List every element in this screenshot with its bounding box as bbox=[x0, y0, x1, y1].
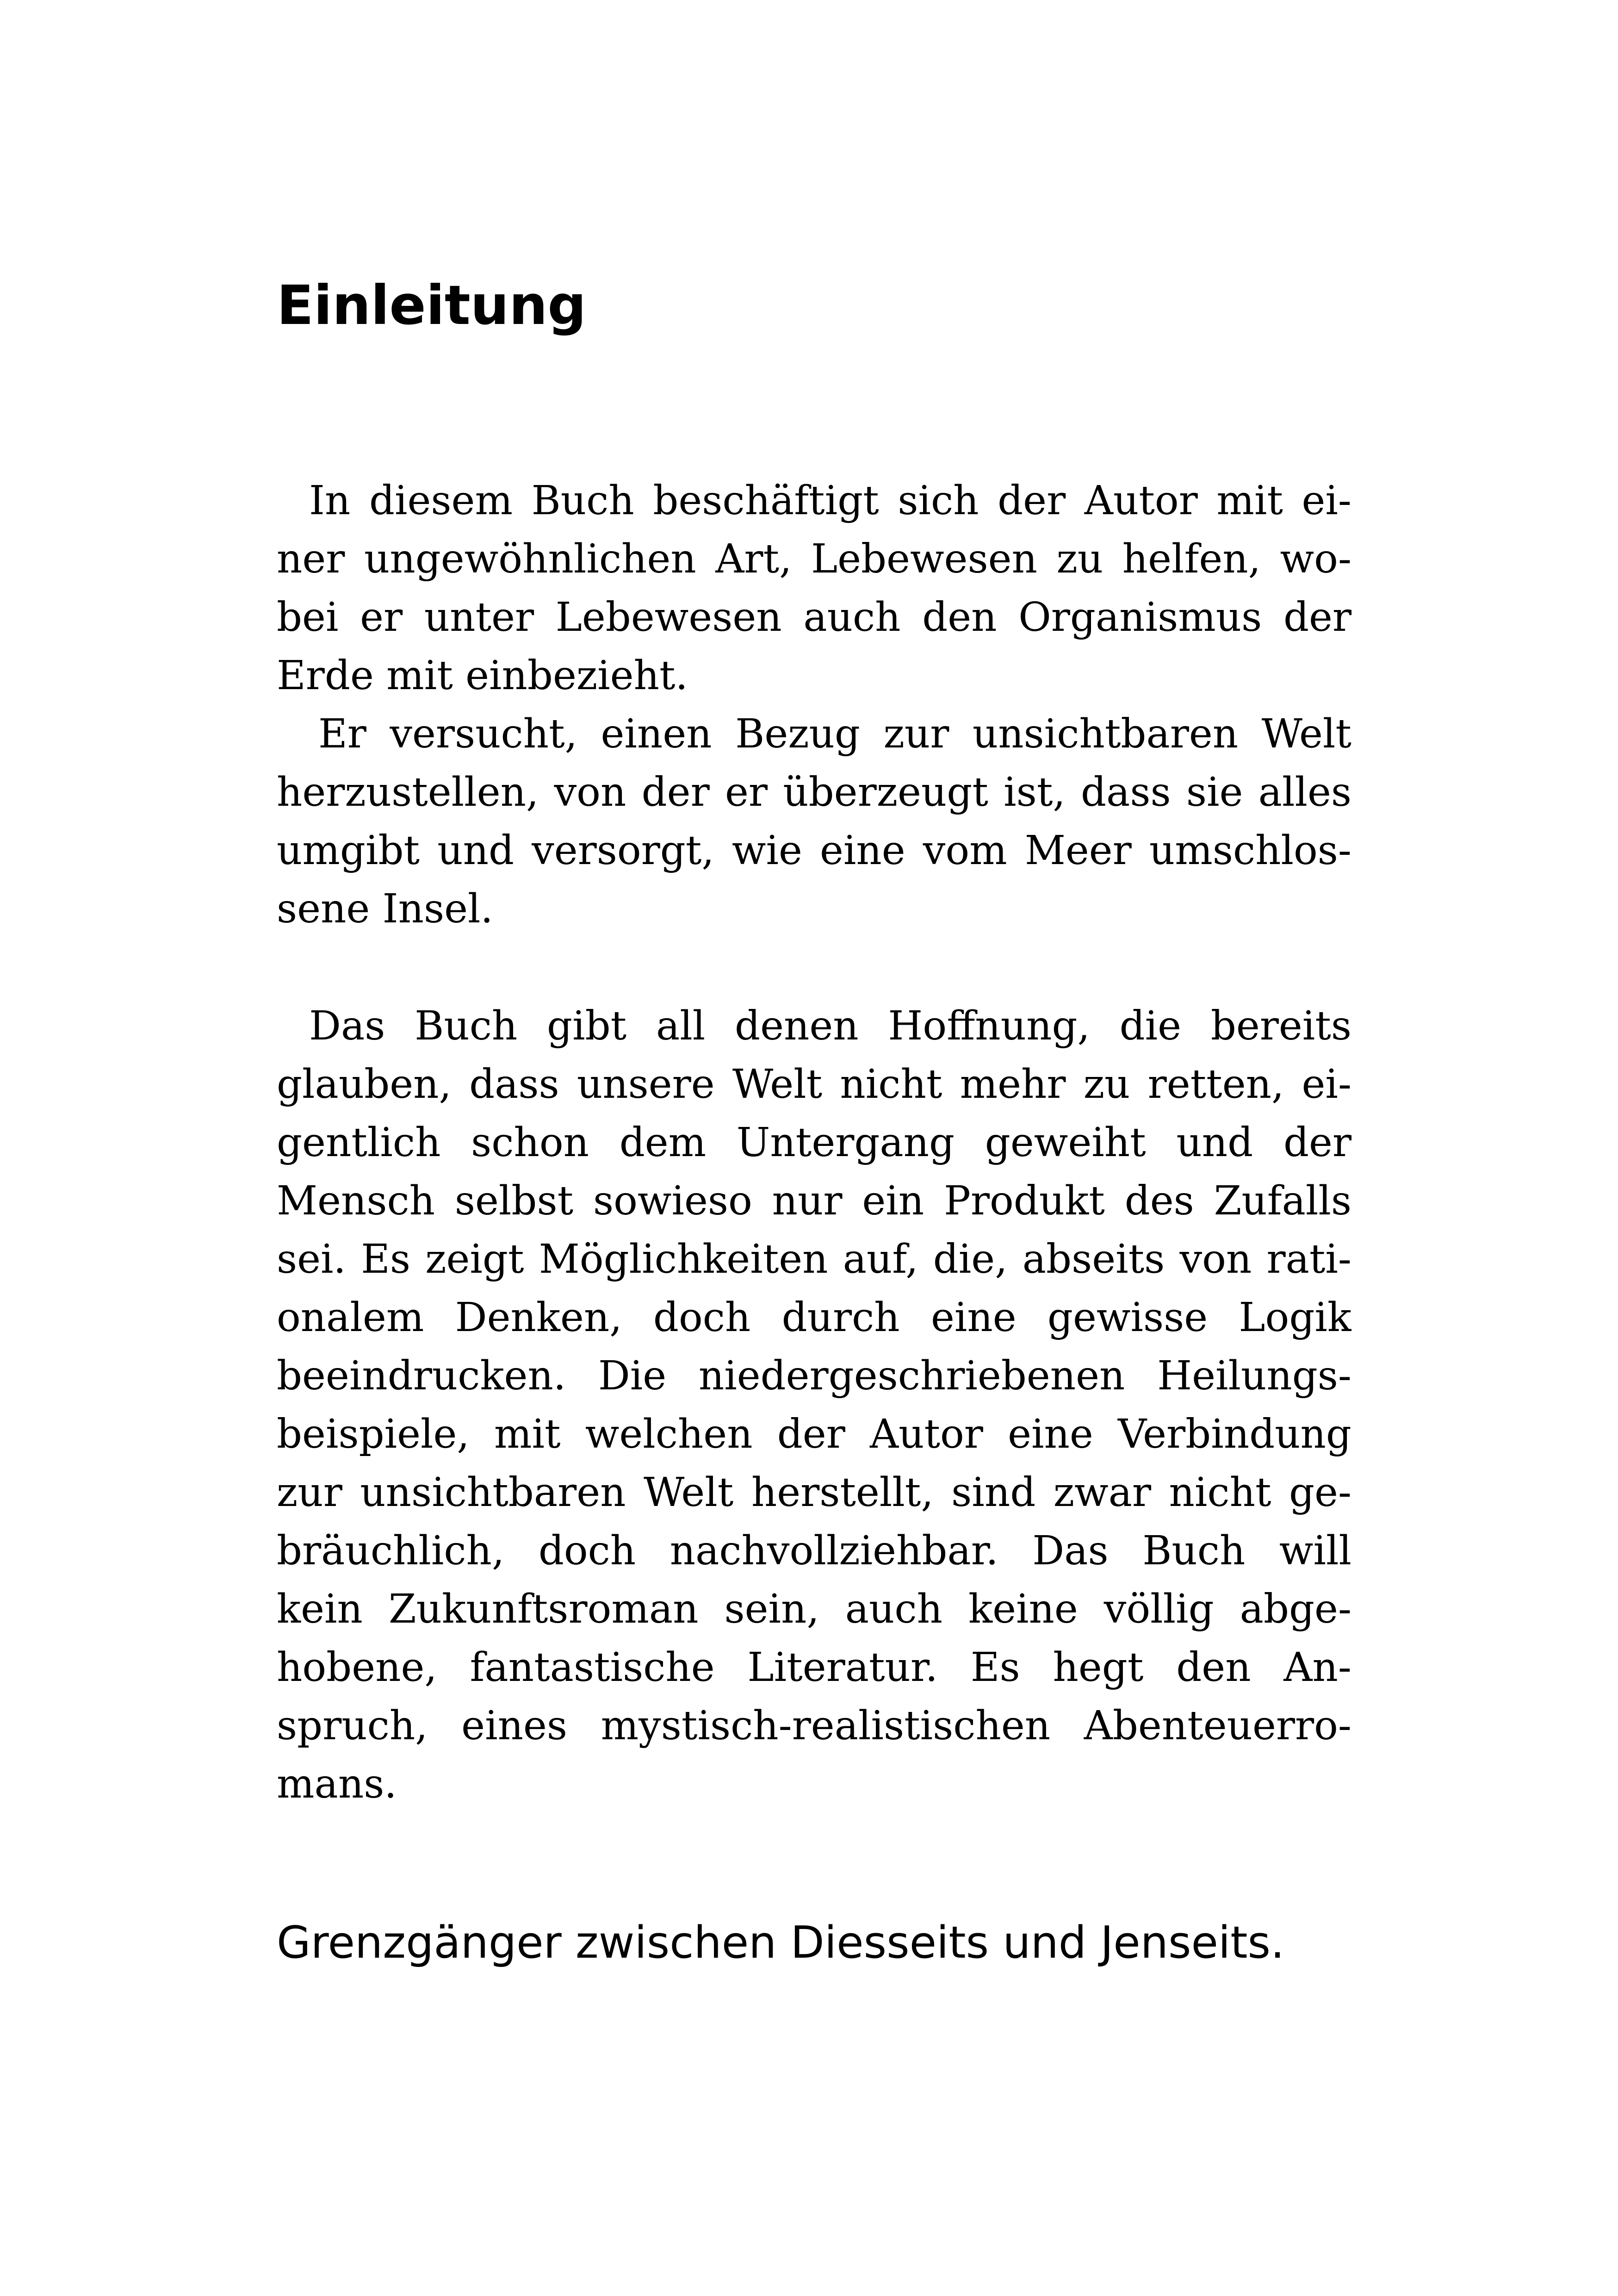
chapter-heading: Einleitung bbox=[277, 274, 587, 337]
paragraph-3-line-6: onalem Denken, doch durch eine gewisse Logik bbox=[277, 1294, 1351, 1341]
paragraph-2-line-1: Er versucht, einen Bezug zur unsichtbaren Welt bbox=[318, 711, 1351, 757]
paragraph-3-line-12: hobene, fantastische Literatur. Es hegt den An- bbox=[277, 1644, 1351, 1691]
paragraph-3-line-5: sei. Es zeigt Möglichkeiten auf, die, abseits von rati- bbox=[277, 1236, 1351, 1282]
paragraph-1-line-4: Erde mit einbezieht. bbox=[277, 653, 688, 699]
paragraph-2-line-3: umgibt und versorgt, wie eine vom Meer umschlos- bbox=[277, 828, 1351, 874]
paragraph-1-line-3: bei er unter Lebewesen auch den Organismus der bbox=[277, 594, 1351, 641]
paragraph-3-line-10: bräuchlich, doch nachvollziehbar. Das Buch will bbox=[277, 1528, 1351, 1574]
paragraph-1-line-1: In diesem Buch beschäftigt sich der Autor mit ei- bbox=[309, 478, 1351, 524]
paragraph-3-line-1: Das Buch gibt all denen Hoffnung, die bereits bbox=[309, 1003, 1351, 1049]
paragraph-1-line-2: ner ungewöhnlichen Art, Lebewesen zu helfen, wo- bbox=[277, 536, 1351, 582]
paragraph-3-line-11: kein Zukunftsroman sein, auch keine völlig abge- bbox=[277, 1586, 1351, 1632]
paragraph-3-line-4: Mensch selbst sowieso nur ein Produkt des Zufalls bbox=[277, 1178, 1351, 1224]
paragraph-3-line-14: mans. bbox=[277, 1761, 397, 1807]
paragraph-3-line-9: zur unsichtbaren Welt herstellt, sind zwar nicht ge- bbox=[277, 1469, 1351, 1516]
paragraph-3-line-8: beispiele, mit welchen der Autor eine Verbindung bbox=[277, 1411, 1351, 1457]
paragraph-3-line-7: beeindrucken. Die niedergeschriebenen Heilungs- bbox=[277, 1353, 1351, 1399]
paragraph-2-line-2: herzustellen, von der er überzeugt ist, dass sie alles bbox=[277, 769, 1351, 815]
paragraph-3-line-2: glauben, dass unsere Welt nicht mehr zu retten, ei- bbox=[277, 1061, 1351, 1108]
paragraph-3-line-13: spruch, eines mystisch-realistischen Abenteuerro- bbox=[277, 1703, 1351, 1749]
closing-line: Grenzgänger zwischen Diesseits und Jenseits. bbox=[277, 1917, 1285, 1968]
paragraph-3-line-3: gentlich schon dem Untergang geweiht und der bbox=[277, 1120, 1351, 1166]
paragraph-2-line-4: sene Insel. bbox=[277, 886, 493, 932]
